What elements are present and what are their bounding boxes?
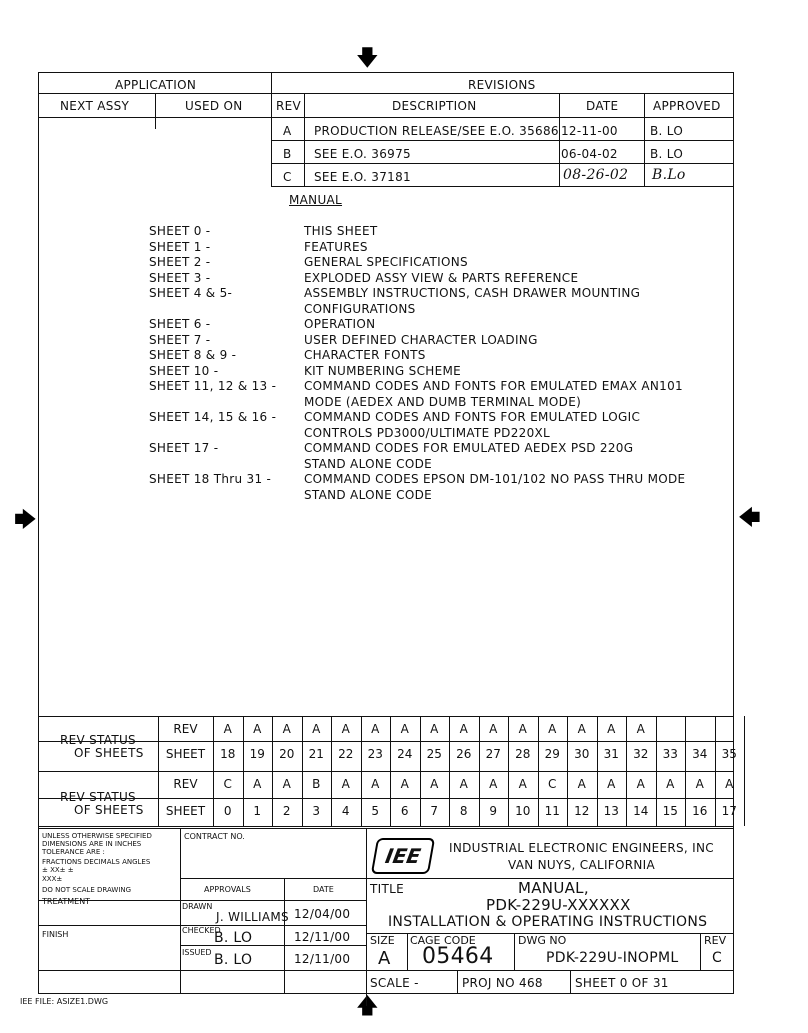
tolerance-note: TOLERANCE ARE : bbox=[42, 848, 105, 856]
rev-status-cell: A bbox=[400, 777, 409, 791]
sheet-number-cell: 26 bbox=[456, 747, 472, 761]
drawn-by: J. WILLIAMS bbox=[216, 910, 289, 924]
rev-status-cell: A bbox=[489, 722, 498, 736]
manual-sheet-number: SHEET 7 - bbox=[149, 332, 211, 347]
sheet-number-cell: 33 bbox=[662, 747, 678, 761]
rev-status-cell: A bbox=[518, 722, 527, 736]
manual-sheet-description: CONFIGURATIONS bbox=[304, 301, 416, 316]
revision-row-rev: B bbox=[283, 147, 292, 161]
drawn-label: DRAWN bbox=[182, 902, 213, 911]
scale-label: SCALE - bbox=[370, 976, 419, 990]
sheet-number-cell: 3 bbox=[312, 804, 321, 818]
next-assy-label: NEXT ASSY bbox=[60, 99, 130, 113]
rev-status-label: OF SHEETS bbox=[74, 803, 144, 817]
size-value: A bbox=[378, 948, 391, 969]
manual-sheet-description: THIS SHEET bbox=[304, 224, 378, 238]
used-on-label: USED ON bbox=[185, 99, 243, 113]
rev-status-cell: A bbox=[253, 777, 262, 791]
tolerance-note: DO NOT SCALE DRAWING bbox=[42, 886, 132, 894]
checked-by: B. LO bbox=[214, 930, 253, 946]
sheet-number-cell: 17 bbox=[721, 804, 737, 818]
tolerance-note: UNLESS OTHERWISE SPECIFIED bbox=[42, 832, 152, 840]
contract-no-label: CONTRACT NO. bbox=[184, 832, 245, 841]
sheet-number-cell: 7 bbox=[430, 804, 439, 818]
revision-row-date-handwritten: 08-26-02 bbox=[563, 167, 629, 183]
sheet-number-cell: 22 bbox=[338, 747, 354, 761]
manual-sheet-number: SHEET 3 - bbox=[149, 270, 211, 285]
rev-status-cell: A bbox=[430, 722, 439, 736]
rev-status-cell: A bbox=[282, 722, 291, 736]
sheet-number-cell: 5 bbox=[371, 804, 380, 818]
manual-sheet-description: STAND ALONE CODE bbox=[304, 487, 432, 502]
sheet-of: SHEET 0 OF 31 bbox=[575, 976, 669, 990]
cage-code-value: 05464 bbox=[422, 944, 494, 969]
title-label: TITLE bbox=[370, 882, 404, 896]
revisions-header: REVISIONS bbox=[468, 78, 536, 92]
sheet-number-cell: 20 bbox=[279, 747, 295, 761]
rev-status-cell: A bbox=[518, 777, 527, 791]
manual-sheet-number: SHEET 14, 15 & 16 - bbox=[149, 410, 277, 424]
manual-sheet-description: KIT NUMBERING SCHEME bbox=[304, 363, 461, 378]
rev-status-cell: A bbox=[371, 722, 380, 736]
rev-status-cell: A bbox=[695, 777, 704, 791]
description-col-header: DESCRIPTION bbox=[392, 99, 477, 113]
rev-status-cell: A bbox=[548, 722, 557, 736]
manual-sheet-number: SHEET 10 - bbox=[149, 363, 219, 378]
rev-status-cell: A bbox=[666, 777, 675, 791]
rev-status-cell: A bbox=[577, 722, 586, 736]
manual-sheet-description: USER DEFINED CHARACTER LOADING bbox=[304, 332, 538, 347]
approvals-label: APPROVALS bbox=[204, 885, 251, 894]
revision-row-rev: A bbox=[283, 124, 292, 138]
rev-status-cell: A bbox=[371, 777, 380, 791]
rev-status-cell: A bbox=[636, 777, 645, 791]
tolerance-note: XXX± bbox=[42, 875, 63, 883]
rev-status-cell: A bbox=[400, 722, 409, 736]
logo-text: IEE bbox=[383, 844, 423, 868]
manual-sheet-number: SHEET 17 - bbox=[149, 441, 219, 455]
sheet-number-cell: 21 bbox=[308, 747, 324, 761]
date-col-header: DATE bbox=[586, 99, 619, 113]
manual-sheet-description: ASSEMBLY INSTRUCTIONS, CASH DRAWER MOUNTING bbox=[304, 286, 641, 300]
drawing-title-line: INSTALLATION & OPERATING INSTRUCTIONS bbox=[388, 914, 708, 930]
manual-sheet-description: COMMAND CODES FOR EMULATED AEDEX PSD 220G bbox=[304, 441, 634, 455]
sheet-number-cell: 16 bbox=[692, 804, 708, 818]
drawing-title-line: MANUAL, bbox=[518, 879, 589, 897]
size-label: SIZE bbox=[370, 934, 395, 947]
checked-date: 12/11/00 bbox=[294, 930, 351, 944]
revision-row-description: PRODUCTION RELEASE/SEE E.O. 35686 bbox=[314, 124, 559, 138]
rev-status-cell: A bbox=[489, 777, 498, 791]
file-name: IEE FILE: ASIZE1.DWG bbox=[20, 997, 109, 1006]
manual-sheet-description: GENERAL SPECIFICATIONS bbox=[304, 255, 468, 269]
sheet-number-cell: 9 bbox=[489, 804, 498, 818]
sheet-row-label: SHEET bbox=[165, 747, 206, 761]
rev-col-header: REV bbox=[276, 99, 302, 113]
rev-status-cell: A bbox=[282, 777, 291, 791]
rev-status-cell: C bbox=[223, 777, 232, 791]
rev-row-label: REV bbox=[173, 722, 198, 736]
rev-status-cell: A bbox=[636, 722, 645, 736]
rev-status-cell: A bbox=[459, 722, 468, 736]
rev-status-cell: A bbox=[607, 722, 616, 736]
sheet-number-cell: 2 bbox=[282, 804, 291, 818]
manual-sheet-number: SHEET 0 - bbox=[149, 224, 211, 238]
issued-date: 12/11/00 bbox=[294, 952, 351, 966]
tolerance-note: DIMENSIONS ARE IN INCHES bbox=[42, 840, 142, 848]
sheet-row-label: SHEET bbox=[165, 804, 206, 818]
manual-sheet-number: SHEET 2 - bbox=[149, 255, 211, 269]
sheet-number-cell: 32 bbox=[633, 747, 649, 761]
rev-row-label: REV bbox=[173, 777, 198, 791]
sheet-number-cell: 29 bbox=[544, 747, 560, 761]
manual-sheet-number: SHEET 18 Thru 31 - bbox=[149, 472, 272, 486]
sheet-number-cell: 0 bbox=[223, 804, 232, 818]
revision-row-description: SEE E.O. 37181 bbox=[314, 170, 411, 184]
rev-status-cell: A bbox=[577, 777, 586, 791]
sheet-number-cell: 11 bbox=[544, 804, 560, 818]
rev-status-cell: A bbox=[607, 777, 616, 791]
sheet-number-cell: 34 bbox=[692, 747, 708, 761]
revision-row-date: 06-04-02 bbox=[561, 147, 618, 161]
manual-sheet-number: SHEET 8 & 9 - bbox=[149, 348, 237, 362]
issued-by: B. LO bbox=[214, 952, 253, 968]
finish-label: FINISH bbox=[42, 930, 69, 939]
rev-status-cell: B bbox=[312, 777, 321, 791]
rev-status-cell: A bbox=[459, 777, 468, 791]
drawing-title-line: PDK-229U-XXXXXX bbox=[486, 896, 631, 914]
sheet-number-cell: 12 bbox=[574, 804, 590, 818]
manual-sheet-number: SHEET 11, 12 & 13 - bbox=[149, 379, 277, 393]
rev-status-label: REV STATUS bbox=[60, 733, 136, 747]
sheet-number-cell: 30 bbox=[574, 747, 590, 761]
sheet-number-cell: 35 bbox=[721, 747, 737, 761]
manual-heading: MANUAL bbox=[289, 193, 343, 207]
manual-sheet-description: MODE (AEDEX AND DUMB TERMINAL MODE) bbox=[304, 394, 582, 409]
approver-signature: B.Lo bbox=[652, 167, 686, 183]
manual-sheet-description: OPERATION bbox=[304, 317, 376, 331]
sheet-number-cell: 14 bbox=[633, 804, 649, 818]
manual-sheet-number: SHEET 1 - bbox=[149, 239, 211, 254]
manual-sheet-description: EXPLODED ASSY VIEW & PARTS REFERENCE bbox=[304, 270, 579, 285]
manual-sheet-description: COMMAND CODES AND FONTS FOR EMULATED EMAX AN101 bbox=[304, 379, 683, 393]
sheet-number-cell: 15 bbox=[662, 804, 678, 818]
revision-row-approved: B. LO bbox=[650, 124, 684, 138]
manual-sheet-description: COMMAND CODES EPSON DM-101/102 NO PASS THRU MODE bbox=[304, 472, 686, 486]
application-header: APPLICATION bbox=[115, 78, 197, 92]
rev-status-cell: A bbox=[725, 777, 734, 791]
rev-status-cell: A bbox=[341, 777, 350, 791]
revision-row-rev: C bbox=[283, 170, 292, 184]
rev-status-cell: A bbox=[430, 777, 439, 791]
bottom-center-arrow-icon: 🡅 bbox=[356, 994, 379, 1019]
rev-status-cell: A bbox=[223, 722, 232, 736]
rev-status-cell: A bbox=[253, 722, 262, 736]
sheet-number-cell: 18 bbox=[220, 747, 236, 761]
sheet-number-cell: 25 bbox=[426, 747, 442, 761]
tolerance-note: ± XX± ± bbox=[42, 866, 74, 874]
rev-status-cell: A bbox=[341, 722, 350, 736]
revision-row-description: SEE E.O. 36975 bbox=[314, 147, 411, 161]
checked-label: CHECKED bbox=[182, 926, 221, 935]
manual-sheet-description: FEATURES bbox=[304, 239, 368, 254]
drawn-date: 12/04/00 bbox=[294, 907, 351, 921]
sheet-number-cell: 23 bbox=[367, 747, 383, 761]
sheet-number-cell: 28 bbox=[515, 747, 531, 761]
rev-value: C bbox=[712, 950, 723, 966]
left-center-arrow-icon: 🡆 bbox=[14, 508, 37, 533]
revision-row-date: 12-11-00 bbox=[561, 124, 618, 138]
right-center-arrow-icon: 🡄 bbox=[738, 506, 761, 531]
treatment-label: TREATMENT bbox=[42, 897, 91, 906]
tolerance-note: FRACTIONS DECIMALS ANGLES bbox=[42, 858, 151, 866]
dwg-no-label: DWG NO bbox=[518, 934, 567, 947]
rev-status-label: REV STATUS bbox=[60, 790, 136, 804]
date-label: DATE bbox=[313, 885, 334, 894]
proj-no: PROJ NO 468 bbox=[462, 976, 543, 990]
approved-col-header: APPROVED bbox=[653, 99, 721, 113]
sheet-number-cell: 13 bbox=[603, 804, 619, 818]
sheet-number-cell: 8 bbox=[459, 804, 468, 818]
company-name: INDUSTRIAL ELECTRONIC ENGINEERS, INC bbox=[449, 841, 714, 855]
sheet-number-cell: 19 bbox=[249, 747, 265, 761]
sheet-number-cell: 1 bbox=[253, 804, 262, 818]
cage-code-label: CAGE CODE bbox=[410, 934, 476, 947]
dwg-no-value: PDK-229U-INOPML bbox=[546, 950, 679, 966]
manual-sheet-number: SHEET 6 - bbox=[149, 317, 211, 331]
rev-status-cell: C bbox=[548, 777, 557, 791]
rev-status-label: OF SHEETS bbox=[74, 746, 144, 760]
top-center-arrow-icon: 🡇 bbox=[356, 46, 379, 71]
revision-row-approved: B. LO bbox=[650, 147, 684, 161]
company-location: VAN NUYS, CALIFORNIA bbox=[508, 858, 655, 872]
iee-logo bbox=[371, 838, 435, 874]
sheet-number-cell: 10 bbox=[515, 804, 531, 818]
rev-label: REV bbox=[704, 934, 727, 947]
rev-status-cell: A bbox=[312, 722, 321, 736]
manual-sheet-description: CHARACTER FONTS bbox=[304, 348, 426, 362]
manual-sheet-number: SHEET 4 & 5- bbox=[149, 286, 233, 300]
sheet-number-cell: 24 bbox=[397, 747, 413, 761]
sheet-number-cell: 6 bbox=[400, 804, 409, 818]
manual-sheet-description: CONTROLS PD3000/ULTIMATE PD220XL bbox=[304, 425, 551, 440]
issued-label: ISSUED bbox=[182, 948, 212, 957]
manual-sheet-description: STAND ALONE CODE bbox=[304, 456, 432, 471]
manual-sheet-description: COMMAND CODES AND FONTS FOR EMULATED LOGIC bbox=[304, 410, 641, 424]
sheet-number-cell: 27 bbox=[485, 747, 501, 761]
sheet-number-cell: 4 bbox=[341, 804, 350, 818]
sheet-number-cell: 31 bbox=[603, 747, 619, 761]
